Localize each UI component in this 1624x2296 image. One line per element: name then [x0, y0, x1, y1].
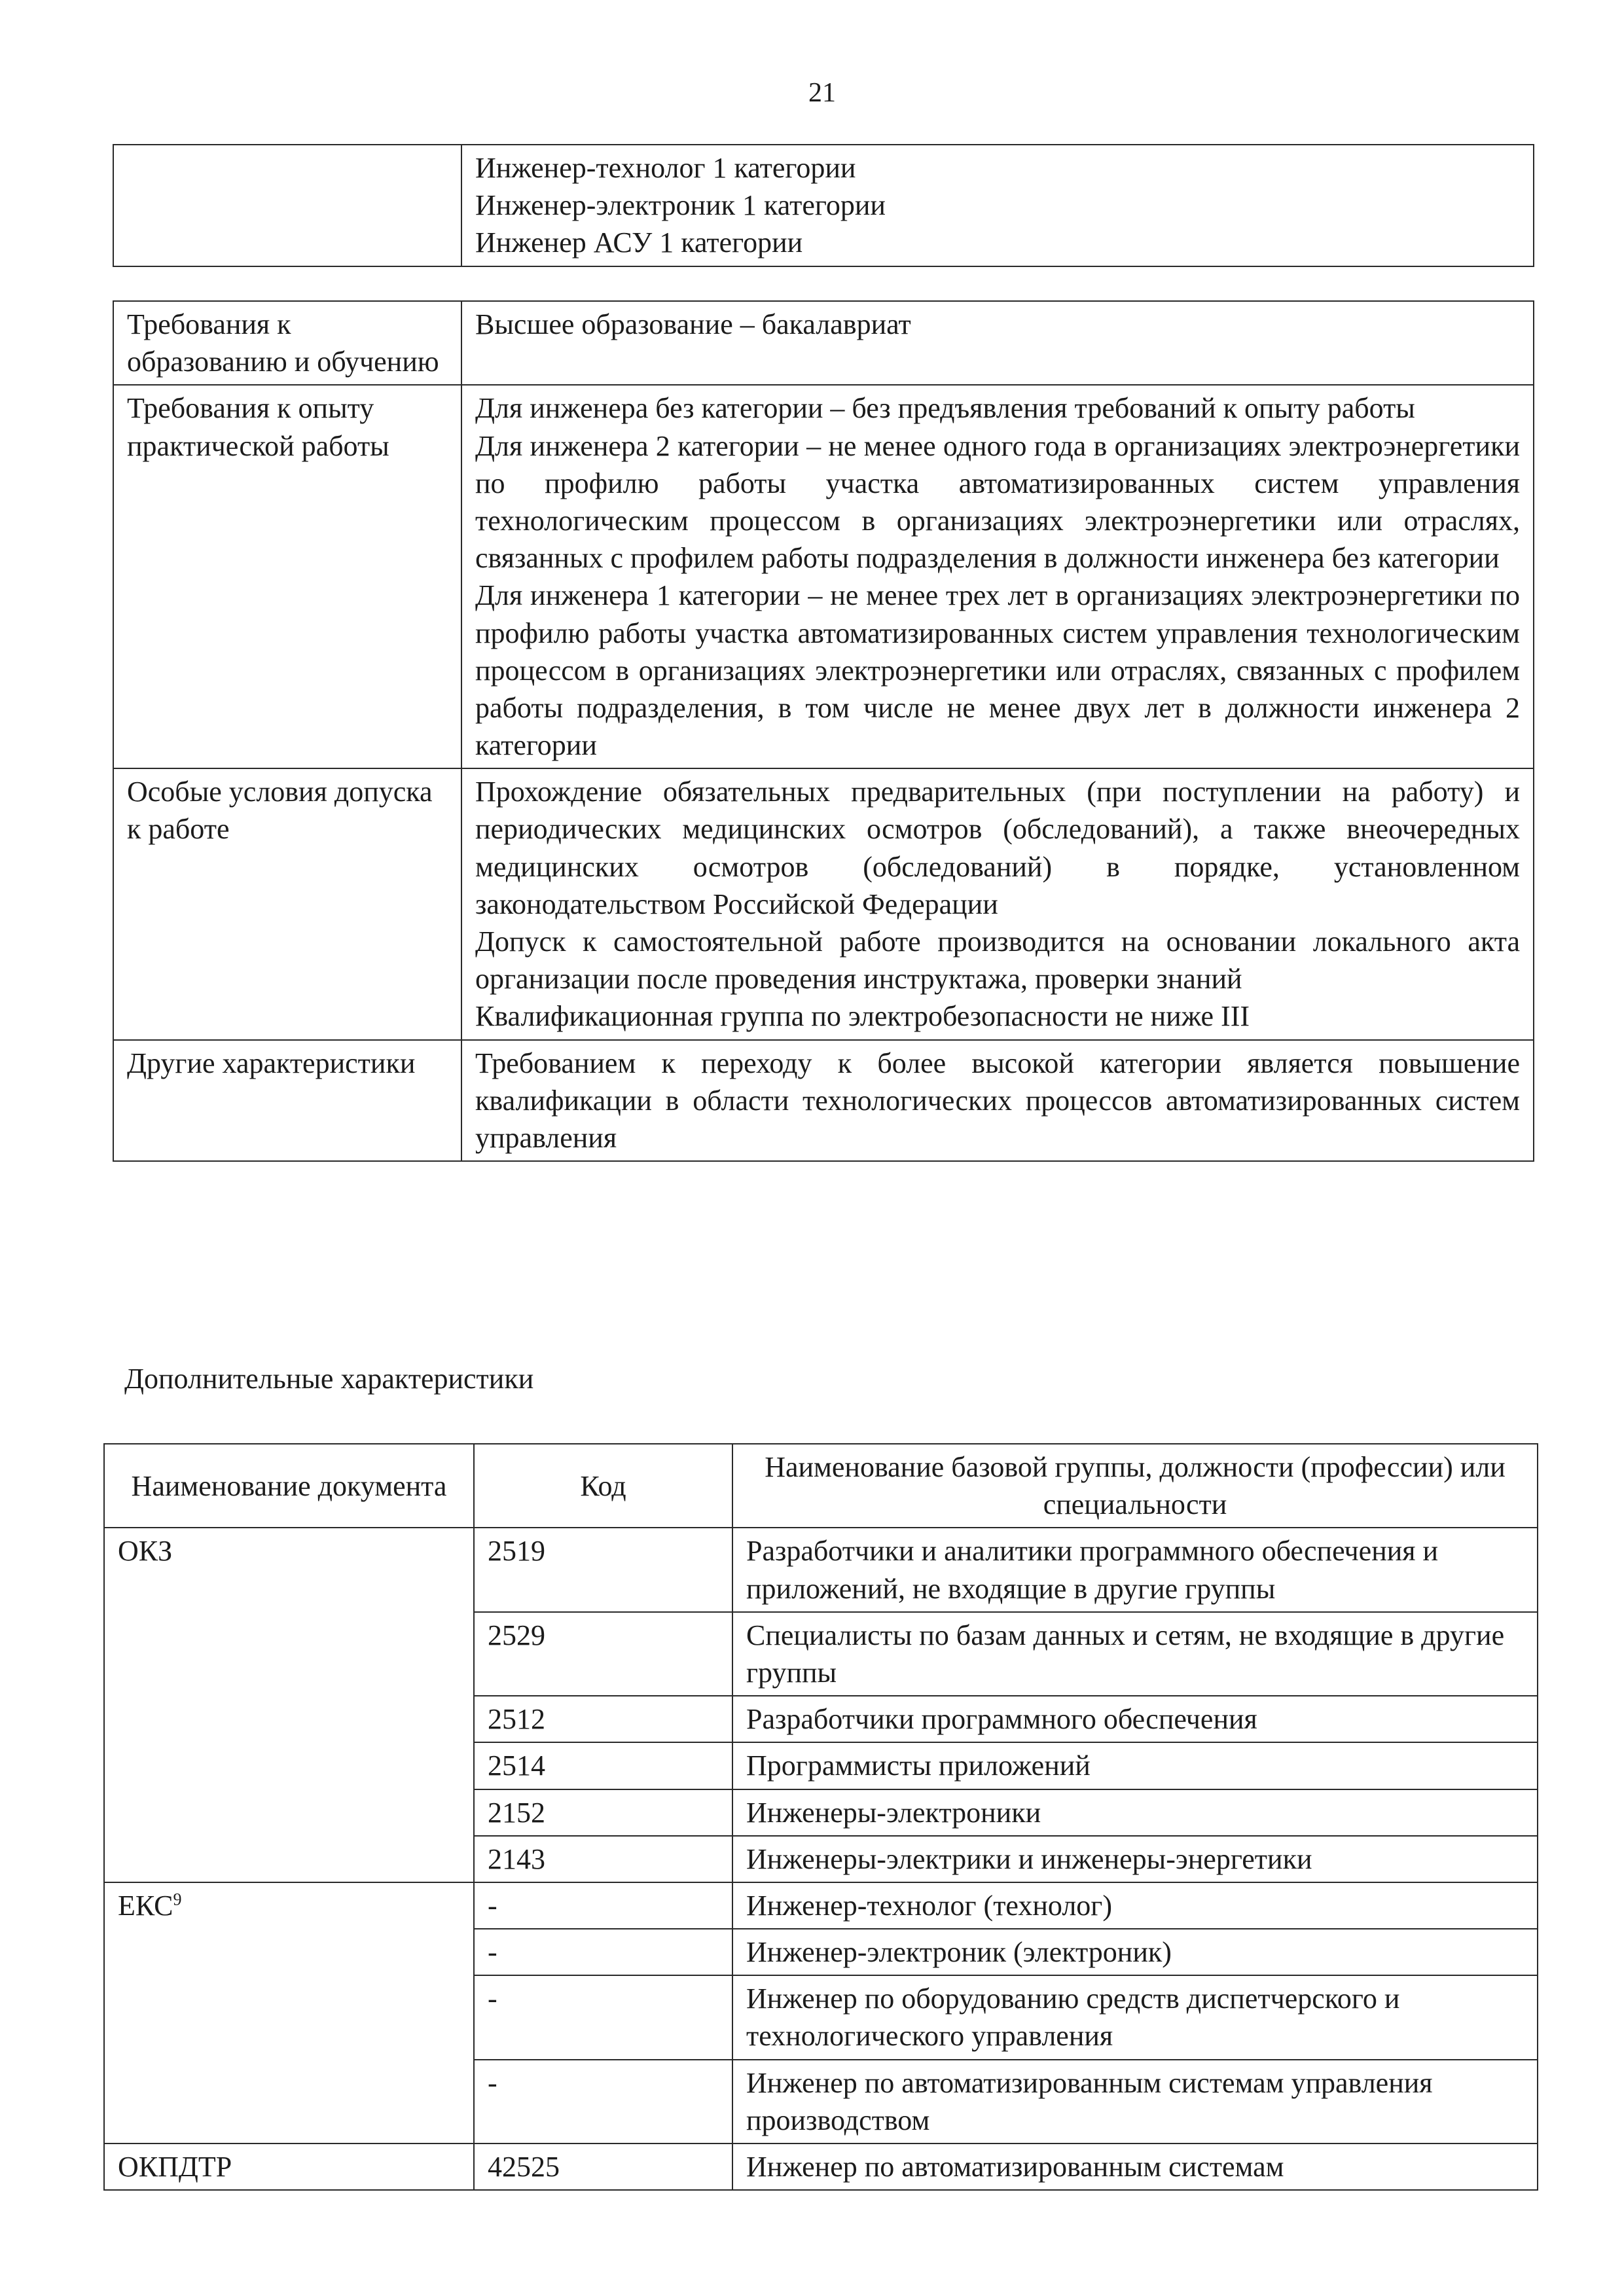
document-cell	[104, 1882, 474, 2144]
code-cell: 2514	[474, 1742, 732, 1789]
occupation-name-cell: Инженер по автоматизированным системам	[732, 2144, 1538, 2190]
code-cell: 42525	[474, 2144, 732, 2190]
occupation-name-cell: Разработчики и аналитики программного обеспечения и приложений, не входящие в другие группы	[732, 1528, 1538, 1611]
requirement-paragraph: Высшее образование – бакалавриат	[475, 308, 911, 340]
header-document: Наименование документа	[104, 1444, 474, 1528]
document-name: ЕКС	[118, 1889, 173, 1922]
table-row	[104, 1528, 1538, 1611]
occupation-name-cell: Инженер по автоматизированным системам управления производством	[732, 2060, 1538, 2144]
additional-characteristics-table	[103, 1443, 1538, 2191]
document-name: ОКЗ	[118, 1535, 173, 1568]
requirement-value	[461, 768, 1534, 1039]
code-cell: 2529	[474, 1612, 732, 1696]
occupation-name-cell: Инженер по оборудованию средств диспетчерского и технологического управления	[732, 1975, 1538, 2059]
code-cell: -	[474, 1929, 732, 1975]
requirement-value	[461, 301, 1534, 385]
footnote-marker: 9	[173, 1890, 182, 1909]
requirements-body	[113, 301, 1534, 1161]
occupation-name-cell: Инженеры-электрики и инженеры-энергетики	[732, 1836, 1538, 1882]
requirements-row	[113, 301, 1534, 385]
requirement-paragraph: Прохождение обязательных предварительных (при поступлении на работу) и периодических медицинских осмотров (обследований), а также внеочередных медицинских осмотров (обследований) в порядке, установленном законодательством Российской Федерации	[475, 776, 1520, 920]
occupation-name-cell: Инженеры-электроники	[732, 1789, 1538, 1836]
requirement-value	[461, 385, 1534, 768]
document-name: ОКПДТР	[118, 2151, 232, 2183]
header-row	[104, 1444, 1538, 1528]
page-number: 21	[808, 78, 836, 108]
occupation-name-cell: Программисты приложений	[732, 1742, 1538, 1789]
document-cell	[104, 1528, 474, 1882]
requirement-label: Требования к образованию и обучению	[113, 301, 461, 385]
table-row	[104, 2144, 1538, 2190]
empty-label-cell	[113, 145, 461, 266]
job-title: Инженер-технолог 1 категории	[475, 152, 856, 184]
requirement-paragraph: Допуск к самостоятельной работе производится на основании локального акта организации после проведения инструктажа, проверки знаний	[475, 925, 1520, 996]
code-cell: -	[474, 1975, 732, 2059]
requirements-row	[113, 768, 1534, 1039]
job-titles-row	[113, 145, 1534, 266]
code-cell: 2519	[474, 1528, 732, 1611]
code-cell: 2143	[474, 1836, 732, 1882]
occupation-name-cell: Инженер-технолог (технолог)	[732, 1882, 1538, 1929]
requirement-paragraph: Квалификационная группа по электробезопасности не ниже III	[475, 1000, 1250, 1033]
job-title: Инженер АСУ 1 категории	[475, 226, 803, 259]
requirements-row	[113, 1040, 1534, 1162]
job-titles-cell	[461, 145, 1534, 266]
header-name: Наименование базовой группы, должности (профессии) или специальности	[732, 1444, 1538, 1528]
occupation-name-cell: Разработчики программного обеспечения	[732, 1696, 1538, 1742]
additional-body	[104, 1528, 1538, 2190]
table-row	[104, 1882, 1538, 1929]
requirement-paragraph: Для инженера 1 категории – не менее трех лет в организациях электроэнергетики по профилю работы участка автоматизированных систем управления технологическим процессом в организациях электроэнергетики или отраслях, связанных с профилем работы подразделения, в том числе не менее двух лет в должности инженера 2 категории	[475, 579, 1520, 762]
requirement-label: Особые условия допуска к работе	[113, 768, 461, 1039]
requirement-label: Требования к опыту практической работы	[113, 385, 461, 768]
code-cell: -	[474, 1882, 732, 1929]
requirement-paragraph: Для инженера 2 категории – не менее одного года в организациях электроэнергетики по профилю работы участка автоматизированных систем управления технологическим процессом в организациях электроэнергетики или отраслях, связанных с профилем работы подразделения в должности инженера без категории	[475, 429, 1520, 575]
job-title: Инженер-электроник 1 категории	[475, 189, 886, 222]
job-titles-table	[113, 144, 1534, 267]
requirement-paragraph: Требованием к переходу к более высокой категории является повышение квалификации в области технологических процессов автоматизированных систем управления	[475, 1047, 1520, 1154]
document-cell	[104, 2144, 474, 2190]
requirement-value	[461, 1040, 1534, 1162]
code-cell: 2512	[474, 1696, 732, 1742]
requirement-paragraph: Для инженера без категории – без предъявления требований к опыту работы	[475, 392, 1415, 425]
section-title: Дополнительные характеристики	[124, 1363, 534, 1395]
requirements-row	[113, 385, 1534, 768]
code-cell: 2152	[474, 1789, 732, 1836]
requirement-label: Другие характеристики	[113, 1040, 461, 1162]
code-cell: -	[474, 2060, 732, 2144]
occupation-name-cell: Специалисты по базам данных и сетям, не входящие в другие группы	[732, 1612, 1538, 1696]
header-code: Код	[474, 1444, 732, 1528]
requirements-table	[113, 300, 1534, 1162]
occupation-name-cell: Инженер-электроник (электроник)	[732, 1929, 1538, 1975]
